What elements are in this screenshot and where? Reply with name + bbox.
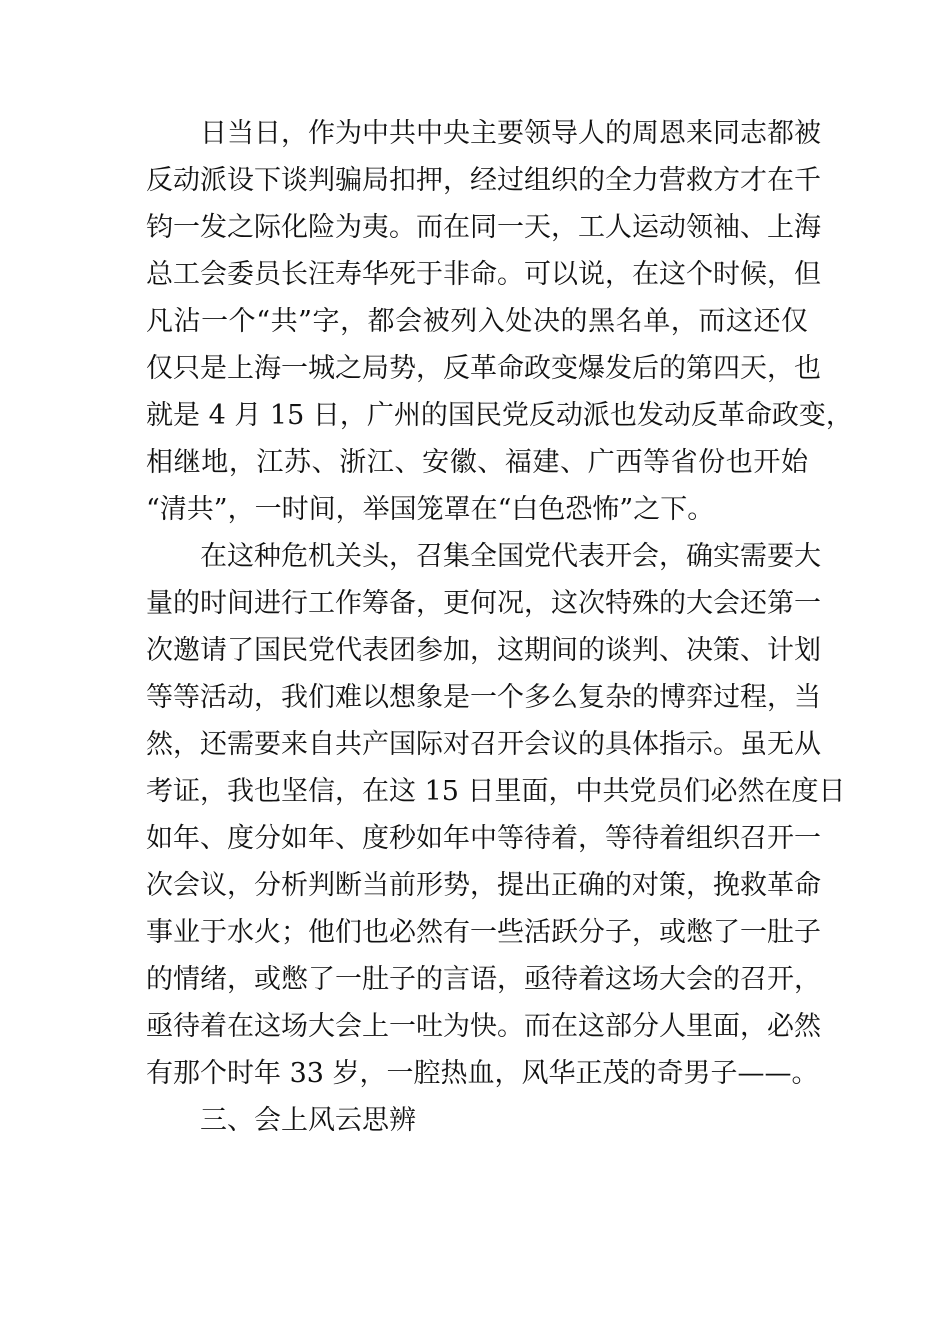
- paragraph-1: [146, 110, 853, 533]
- paragraph-line: 有那个时年 33 岁，一腔热血，风华正茂的奇男子——。: [146, 1058, 819, 1089]
- document-body: [146, 110, 853, 1144]
- paragraph-line: 事业于水火；他们也必然有一些活跃分子，或憋了一肚子: [146, 917, 821, 948]
- paragraph-line: 仅只是上海一城之局势，反革命政变爆发后的第四天，也: [146, 353, 821, 384]
- paragraph-line: 次会议，分析判断当前形势，提出正确的对策，挽救革命: [146, 870, 821, 901]
- paragraph-line: 总工会委员长汪寿华死于非命。可以说，在这个时候，但: [146, 259, 821, 290]
- paragraph-line: 凡沾一个“共”字，都会被列入处决的黑名单，而这还仅: [146, 306, 808, 337]
- paragraph-line: 在这种危机关头，召集全国党代表开会，确实需要大: [200, 541, 821, 572]
- paragraph-line: “清共”，一时间，举国笼罩在“白色恐怖”之下。: [146, 494, 715, 525]
- paragraph-line: 钧一发之际化险为夷。而在同一天，工人运动领袖、上海: [146, 212, 821, 243]
- paragraph-line: 如年、度分如年、度秒如年中等待着，等待着组织召开一: [146, 823, 821, 854]
- paragraph-line: 次邀请了国民党代表团参加，这期间的谈判、决策、计划: [146, 635, 821, 666]
- paragraph-line: 日当日，作为中共中央主要领导人的周恩来同志都被: [200, 118, 821, 149]
- paragraph-line: 亟待着在这场大会上一吐为快。而在这部分人里面，必然: [146, 1011, 821, 1042]
- paragraph-line: 的情绪，或憋了一肚子的言语，亟待着这场大会的召开，: [146, 964, 821, 995]
- paragraph-line: 考证，我也坚信，在这 15 日里面，中共党员们必然在度日: [146, 776, 846, 807]
- paragraph-line: 相继地，江苏、浙江、安徽、福建、广西等省份也开始: [146, 447, 808, 478]
- paragraph-line: 量的时间进行工作筹备，更何况，这次特殊的大会还第一: [146, 588, 821, 619]
- paragraph-line: 就是 4 月 15 日，广州的国民党反动派也发动反革命政变，: [146, 400, 853, 431]
- paragraph-line: 然，还需要来自共产国际对召开会议的具体指示。虽无从: [146, 729, 821, 760]
- paragraph-line: 等等活动，我们难以想象是一个多么复杂的博弈过程，当: [146, 682, 821, 713]
- section-heading: 三、会上风云思辨: [200, 1105, 416, 1136]
- paragraph-2: [146, 533, 846, 1097]
- paragraph-line: 反动派设下谈判骗局扣押，经过组织的全力营救方才在千: [146, 165, 821, 196]
